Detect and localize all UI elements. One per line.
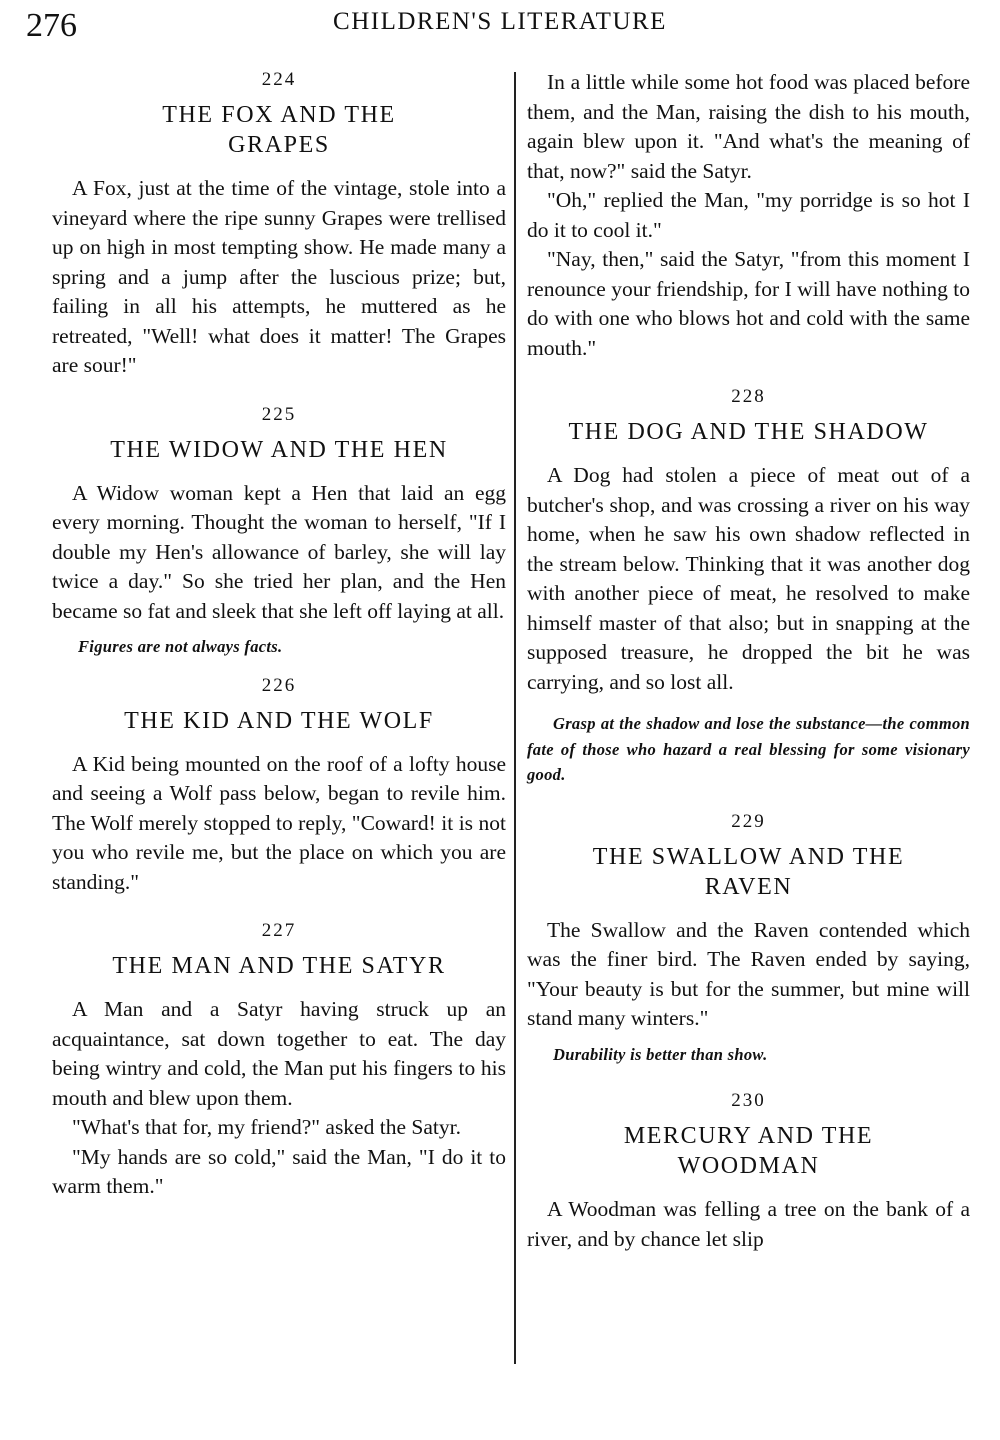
- fable-title-line-2: WOODMAN: [677, 1153, 820, 1179]
- fable-228: [527, 385, 970, 788]
- fable-text: "What's that for, my friend?" asked the Satyr.: [72, 1115, 461, 1139]
- fable-title: THE MAN AND THE SATYR: [112, 953, 446, 979]
- fable-text: A Woodman was felling a tree on the bank of a river, and by chance let slip: [527, 1197, 970, 1251]
- column-rule: [514, 72, 516, 1364]
- fable-moral: Figures are not always facts.: [78, 637, 283, 656]
- fable-title: THE FOX AND THE: [162, 102, 396, 128]
- fable-text: "Oh," replied the Man, "my porridge is so hot I do it to cool it.": [527, 188, 970, 242]
- fable-title: MERCURY AND THE: [623, 1123, 874, 1149]
- fable-title: THE DOG AND THE SHADOW: [568, 419, 929, 445]
- fable-number: 226: [261, 674, 297, 696]
- fable-title: THE SWALLOW AND THE: [592, 843, 905, 870]
- fable-moral: Durability is better than show.: [553, 1044, 768, 1064]
- fable-title: THE KID AND THE WOLF: [124, 707, 434, 734]
- fable-text: In a little while some hot food was placed before them, and the Man, raising the dish to his mouth, again blew upon it. "And what's the meaning of that, now?" said the Satyr.: [527, 70, 970, 183]
- fable-title-line-2: RAVEN: [704, 873, 793, 900]
- fable-225: [52, 403, 506, 660]
- fable-text: "My hands are so cold," said the Man, "I do it to warm them.": [52, 1144, 506, 1198]
- fable-moral: Grasp at the shadow and lose the substance—the common fate of those who hazard a real blessing for some visionary good.: [527, 714, 970, 784]
- fable-number: 224: [261, 69, 297, 90]
- fable-number: 227: [261, 920, 297, 941]
- fable-text: A Fox, just at the time of the vintage, stole into a vineyard where the ripe sunny Grapes were trellised up on high in most tempting show. He made many a spring and a jump after the luscious prize; but, failing in all his attempts, he muttered as he retreated, "Well! what does it matter! The Grapes are sour!": [52, 176, 506, 377]
- fable-text: A Widow woman kept a Hen that laid an egg every morning. Thought the woman to herself, "If I double my Hen's allowance of barley, she will lay twice a day." So she tried her plan, and the Hen became so fat and sleek that she left off laying at all.: [52, 480, 506, 623]
- fable-text: "Nay, then," said the Satyr, "from this moment I renounce your friendship, for I will have nothing to do with one who blows hot and cold with the same mouth.": [527, 247, 970, 360]
- fable-number: 229: [731, 810, 766, 832]
- right-column: [527, 68, 970, 1254]
- fable-text: The Swallow and the Raven contended which was the finer bird. The Raven ended by saying, "Your beauty is but for the summer, but mine will stand many winters.": [527, 917, 970, 1030]
- fable-number: 225: [261, 403, 297, 425]
- fable-text: A Dog had stolen a piece of meat out of a butcher's shop, and was crossing a river on his way home, when he saw his own shadow reflected in the stream below. Thinking that it was another dog with another piece of meat, he resolved to make himself master of that also; but in snapping at the supposed treasure, he dropped the bit he was carrying, and so lost all.: [527, 463, 970, 694]
- fable-text: A Kid being mounted on the roof of a lofty house and seeing a Wolf pass below, began to revile him. The Wolf merely stopped to reply, "Coward! it is not you who revile me, but the place on which you are standing.": [52, 751, 506, 894]
- fable-text: A Man and a Satyr having struck up an acquaintance, sat down together to eat. The day being wintry and cold, the Man put his fingers to his mouth and blew upon them.: [52, 997, 506, 1110]
- fable-229: [527, 810, 970, 1068]
- fable-number: 230: [731, 1090, 766, 1111]
- fable-224: [52, 68, 506, 381]
- fable-title-line-2: GRAPES: [228, 132, 330, 158]
- fable-227-continued: [527, 68, 970, 363]
- page-number: 276: [26, 7, 77, 44]
- fable-number: 228: [731, 386, 766, 407]
- fable-226: [52, 674, 506, 898]
- fable-title: THE WIDOW AND THE HEN: [110, 436, 448, 463]
- running-head: CHILDREN'S LITERATURE: [333, 8, 667, 35]
- left-column: [52, 68, 506, 1202]
- fable-227: [52, 919, 506, 1202]
- fable-230: [527, 1089, 970, 1254]
